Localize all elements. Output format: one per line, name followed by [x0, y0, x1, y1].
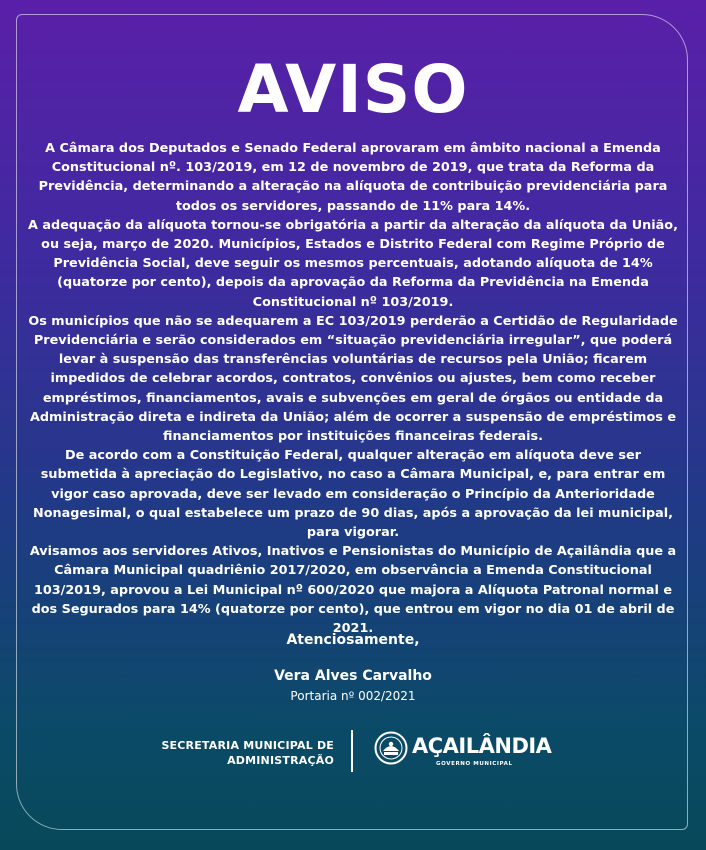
notice-body — [28, 139, 678, 638]
secretaria-label — [150, 738, 334, 768]
paragraph: De acordo com a Constituição Federal, qualquer alteração em alíquota deve ser submetida à apreciação do Legislativo, no caso a Câmara Municipal, e, para entrar em vigor caso aprovada, deve ser levado em consideração o Princípio da Anterioridade Nonagesimal, o qual estabelece um prazo de 90 dias, após a aprovação da lei municipal, para vigorar. — [32, 448, 673, 541]
brand-logo: AÇAILÂNDIA — [412, 734, 552, 758]
paragraph: Os municípios que não se adequarem a EC 103/2019 perderão a Certidão de Regularidade Previdenciária e serão considerados em “situação previdenciária irregular”, que poderá levar à suspensão das transferências voluntárias de recursos pela União; ficarem impedidos de celebrar acordos, contratos, convênios ou ajustes, bem como receber empréstimos, financiamentos, avais e subvenções em geral de órgãos ou entidade da Administração direta e indireta da União; além de ocorrer a suspensão de empréstimos e financiamentos por instituições financeiras federais. — [28, 313, 678, 445]
secretaria-line-2: ADMINISTRAÇÃO — [227, 754, 334, 767]
signatory-name: Vera Alves Carvalho — [274, 668, 432, 684]
page-title: AVISO — [237, 51, 469, 128]
secretaria-line-1: SECRETARIA MUNICIPAL DE — [161, 739, 334, 752]
signatory-role: Portaria nº 002/2021 — [290, 689, 416, 703]
paragraph: Avisamos aos servidores Ativos, Inativos e Pensionistas do Município de Açailândia que a Câmara Municipal quadriênio 2017/2020, em observância a Emenda Constitucional 103/2019, aprovou a Lei Municipal nº 600/2020 que majora a Alíquota Patronal normal e dos Segurados para 14% (quatorze por cento), que entrou em vigor no dia 01 de abril de 2021. — [29, 544, 677, 637]
paragraph: A adequação da alíquota tornou-se obrigatória a partir da alteração da alíquota da União, ou seja, março de 2020. Municípios, Estados e Distrito Federal com Regime Próprio de Previdência Social, deve seguir os mesmos percentuais, adotando alíquota de 14% (quatorze por cento), depois da aprovação da Reforma da Previdência na Emenda Constitucional nº 103/2019. — [28, 217, 678, 310]
footer-divider — [351, 730, 353, 772]
municipal-seal-icon — [374, 731, 408, 765]
brand-subtitle: GOVERNO MUNICIPAL — [436, 761, 513, 767]
paragraph: A Câmara dos Deputados e Senado Federal aprovaram em âmbito nacional a Emenda Constitucional nº. 103/2019, em 12 de novembro de 2019, que trata da Reforma da Previdência, determinando a alteração na alíquota de contribuição previdenciária para todos os servidores, passando de 11% para 14%. — [38, 141, 668, 214]
salutation: Atenciosamente, — [286, 632, 420, 648]
